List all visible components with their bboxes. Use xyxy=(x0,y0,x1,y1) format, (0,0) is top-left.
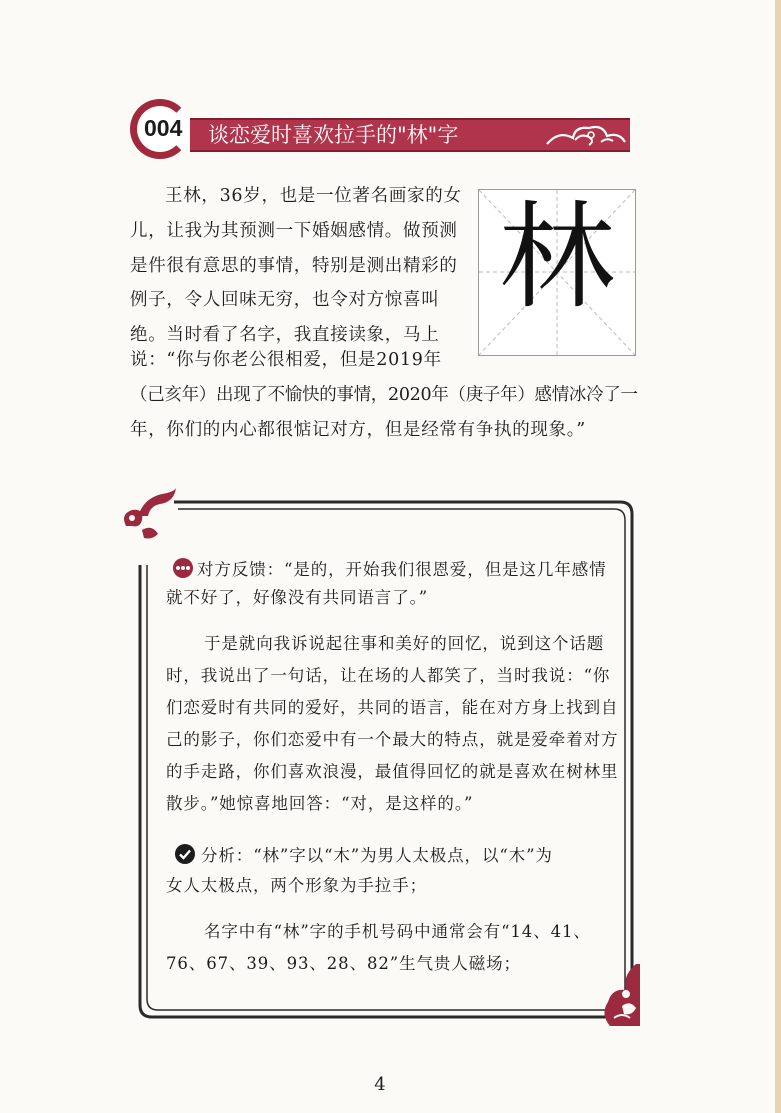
feedback-line xyxy=(173,558,607,579)
analysis-line: 女人太极点，两个形象为手拉手； xyxy=(166,876,427,895)
character-glyph: 林 xyxy=(499,190,615,325)
intro-line: （己亥年）出现了不愉快的事情，2020年（庚子年）感情冰冷了一 xyxy=(130,385,638,405)
feedback-text: 对方反馈：“是的，开始我们很恩爱，但是这几年感情 xyxy=(197,560,607,579)
story-line: 的手走路，你们喜欢浪漫，最值得回忆的就是喜欢在树林里 xyxy=(166,762,619,781)
header-title: 谈恋爱时喜欢拉手的"林"字 xyxy=(208,123,459,147)
speech-bubble-icon xyxy=(173,558,193,578)
story-line: 散步。”她惊喜地回答：“对，是这样的。” xyxy=(166,794,474,813)
phone-line: 名字中有“林”字的手机号码中通常会有“14、41、 xyxy=(204,922,591,941)
header-number: 004 xyxy=(144,115,183,141)
page-number: 4 xyxy=(374,1074,386,1095)
story-line: 时，我说出了一句话，让在场的人都笑了，当时我说：“你 xyxy=(166,666,611,685)
story-line: 于是就向我诉说起往事和美好的回忆，说到这个话题 xyxy=(204,634,605,653)
analysis-line xyxy=(175,844,553,865)
corner-ornament-icon xyxy=(596,960,642,1032)
cloud-ornament-icon xyxy=(545,120,629,152)
phone-line: 76、67、39、93、28、82”生气贵人磁场； xyxy=(166,954,521,973)
page-edge xyxy=(775,0,781,1113)
character-grid-box xyxy=(478,189,636,356)
story-line: 们恋爱时有共同的爱好，共同的语言，能在对方身上找到自 xyxy=(166,698,619,717)
feedback-line: 就不好了，好像没有共同语言了。” xyxy=(166,588,429,607)
intro-line: 儿，让我为其预测一下婚姻感情。做预测 xyxy=(130,221,458,241)
check-circle-icon xyxy=(175,844,195,864)
corner-ornament-icon xyxy=(118,486,180,548)
analysis-text: 分析：“林”字以“木”为男人太极点，以“木”为 xyxy=(201,846,553,865)
intro-line: 王林，36岁，也是一位著名画家的女 xyxy=(165,186,462,206)
intro-line: 绝。当时看了名字，我直接读象，马上 xyxy=(130,325,440,345)
story-line: 己的影子，你们恋爱中有一个最大的特点，就是爱牵着对方 xyxy=(166,730,619,749)
intro-line: 说：“你与你老公很相爱，但是2019年 xyxy=(130,350,442,370)
intro-line: 例子，令人回味无穷，也令对方惊喜叫 xyxy=(130,290,440,310)
intro-line: 是件很有意思的事情，特别是测出精彩的 xyxy=(130,256,458,276)
intro-line: 年，你们的内心都很惦记对方，但是经常有争执的现象。” xyxy=(130,420,586,440)
